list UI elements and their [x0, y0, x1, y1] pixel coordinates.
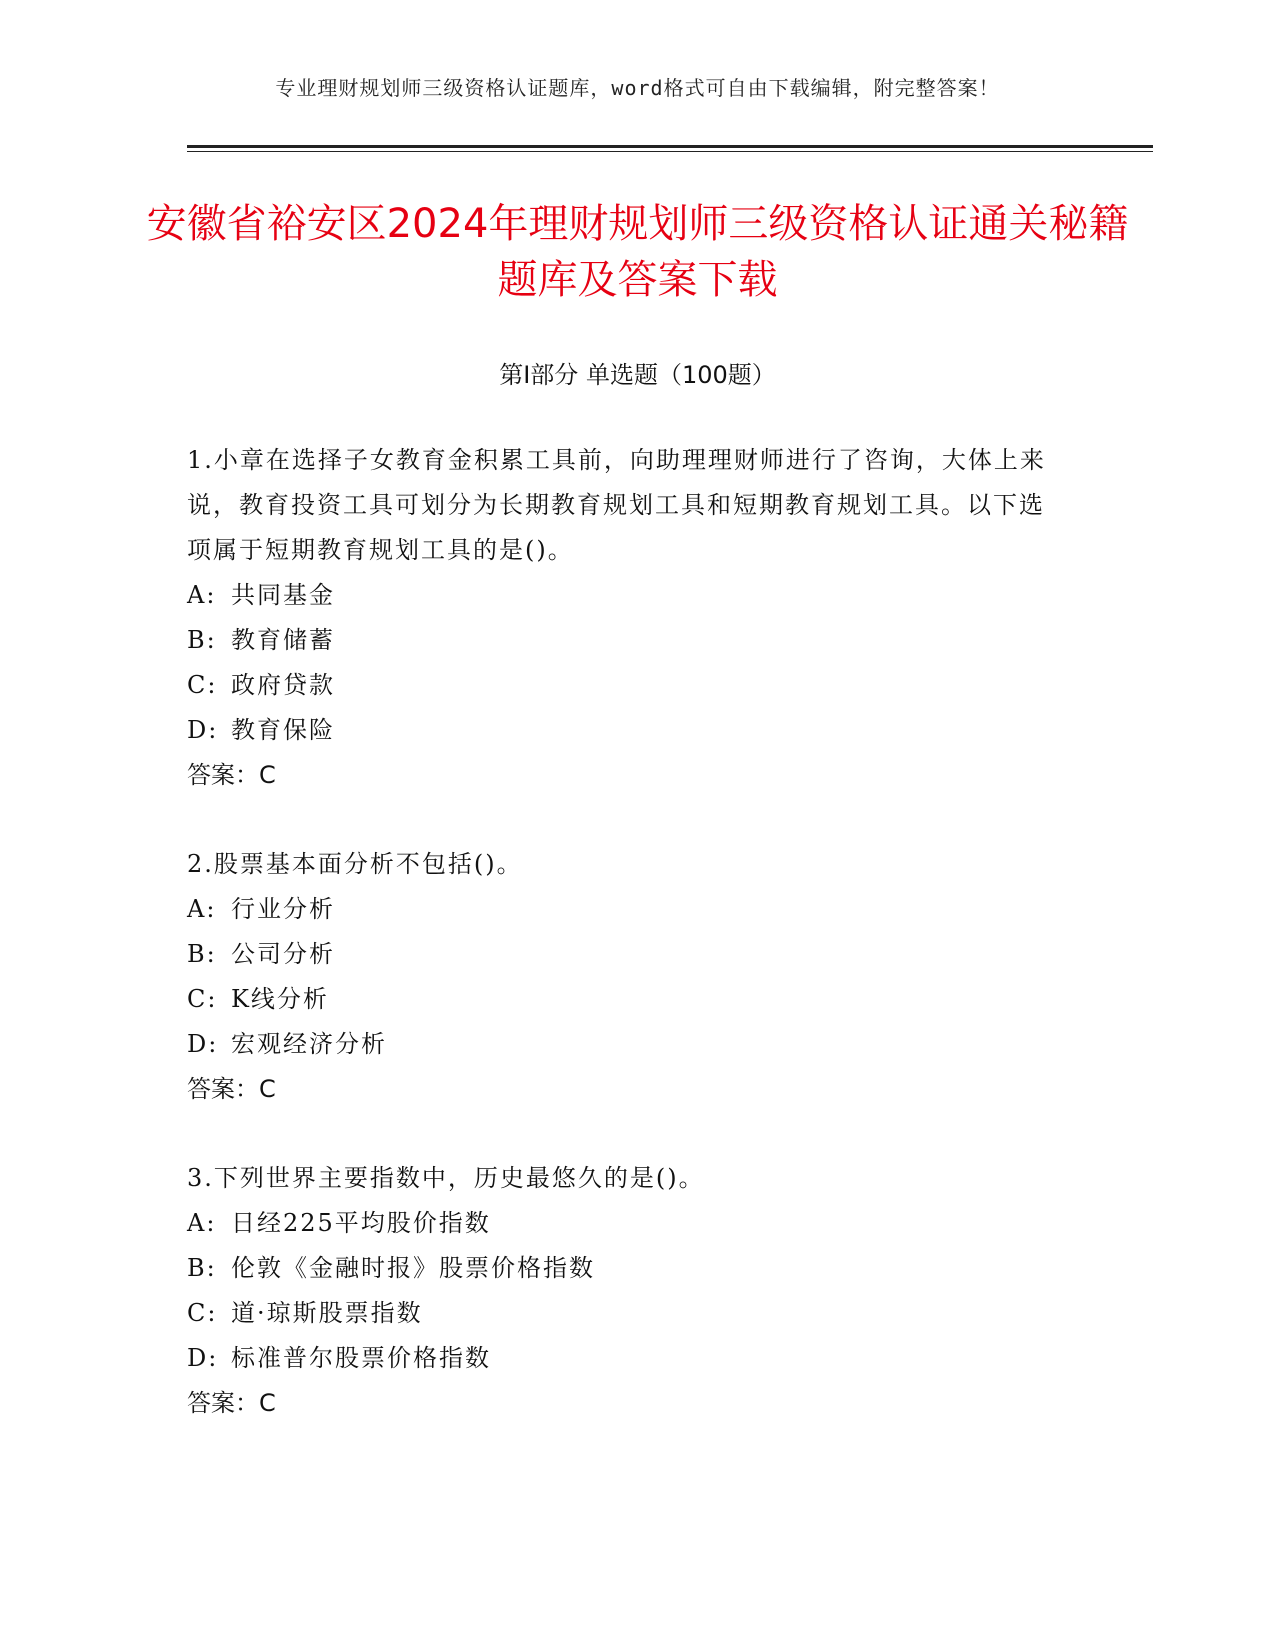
- option-text: 教育储蓄: [231, 626, 335, 654]
- answer-line: 答案：C: [187, 1389, 276, 1417]
- option-text: 宏观经济分析: [231, 1030, 387, 1058]
- option-letter: C:: [187, 985, 218, 1013]
- question-1: [187, 438, 1067, 798]
- option-letter: B:: [187, 1254, 217, 1282]
- option-c: [187, 977, 1067, 1022]
- answer-line: 答案：C: [187, 1075, 276, 1103]
- question-stem: 2.股票基本面分析不包括()。: [187, 850, 523, 878]
- question-2: [187, 842, 1067, 1112]
- option-text: 标准普尔股票价格指数: [231, 1344, 491, 1372]
- option-a: [187, 573, 1067, 618]
- option-text: 行业分析: [231, 895, 335, 923]
- option-d: [187, 1022, 1067, 1067]
- option-letter: D:: [187, 1030, 219, 1058]
- option-d: [187, 1336, 1067, 1381]
- option-a: [187, 887, 1067, 932]
- option-text: K线分析: [231, 985, 329, 1013]
- option-c: [187, 1291, 1067, 1336]
- option-a: [187, 1201, 1067, 1246]
- option-text: 伦敦《金融时报》股票价格指数: [231, 1254, 595, 1282]
- question-list: [187, 438, 1067, 1470]
- option-text: 道·琼斯股票指数: [231, 1299, 423, 1327]
- option-letter: C:: [187, 671, 218, 699]
- option-letter: A:: [187, 1209, 217, 1237]
- option-text: 公司分析: [231, 940, 335, 968]
- option-letter: B:: [187, 940, 217, 968]
- section-title: 第Ⅰ部分 单选题（100题）: [499, 361, 776, 389]
- option-text: 日经225平均股价指数: [231, 1209, 491, 1237]
- option-letter: D:: [187, 1344, 219, 1372]
- answer-line: 答案：C: [187, 761, 276, 789]
- option-letter: A:: [187, 581, 217, 609]
- option-text: 政府贷款: [231, 671, 335, 699]
- option-b: [187, 932, 1067, 977]
- option-d: [187, 708, 1067, 753]
- header-divider: [187, 145, 1153, 152]
- option-b: [187, 1246, 1067, 1291]
- question-3: [187, 1156, 1067, 1426]
- option-text: 共同基金: [231, 581, 335, 609]
- option-letter: D:: [187, 716, 219, 744]
- option-text: 教育保险: [231, 716, 335, 744]
- page-header: 专业理财规划师三级资格认证题库，word格式可自由下载编辑，附完整答案！: [275, 76, 1000, 100]
- question-stem: 3.下列世界主要指数中，历史最悠久的是()。: [187, 1164, 705, 1192]
- option-letter: C:: [187, 1299, 218, 1327]
- document-title: 安徽省裕安区2024年理财规划师三级资格认证通关秘籍题库及答案下载: [146, 201, 1129, 303]
- option-letter: B:: [187, 626, 217, 654]
- option-b: [187, 618, 1067, 663]
- option-c: [187, 663, 1067, 708]
- question-stem: 1.小章在选择子女教育金积累工具前，向助理理财师进行了咨询，大体上来说，教育投资工具可划分为长期教育规划工具和短期教育规划工具。以下选项属于短期教育规划工具的是()。: [187, 446, 1046, 564]
- option-letter: A:: [187, 895, 217, 923]
